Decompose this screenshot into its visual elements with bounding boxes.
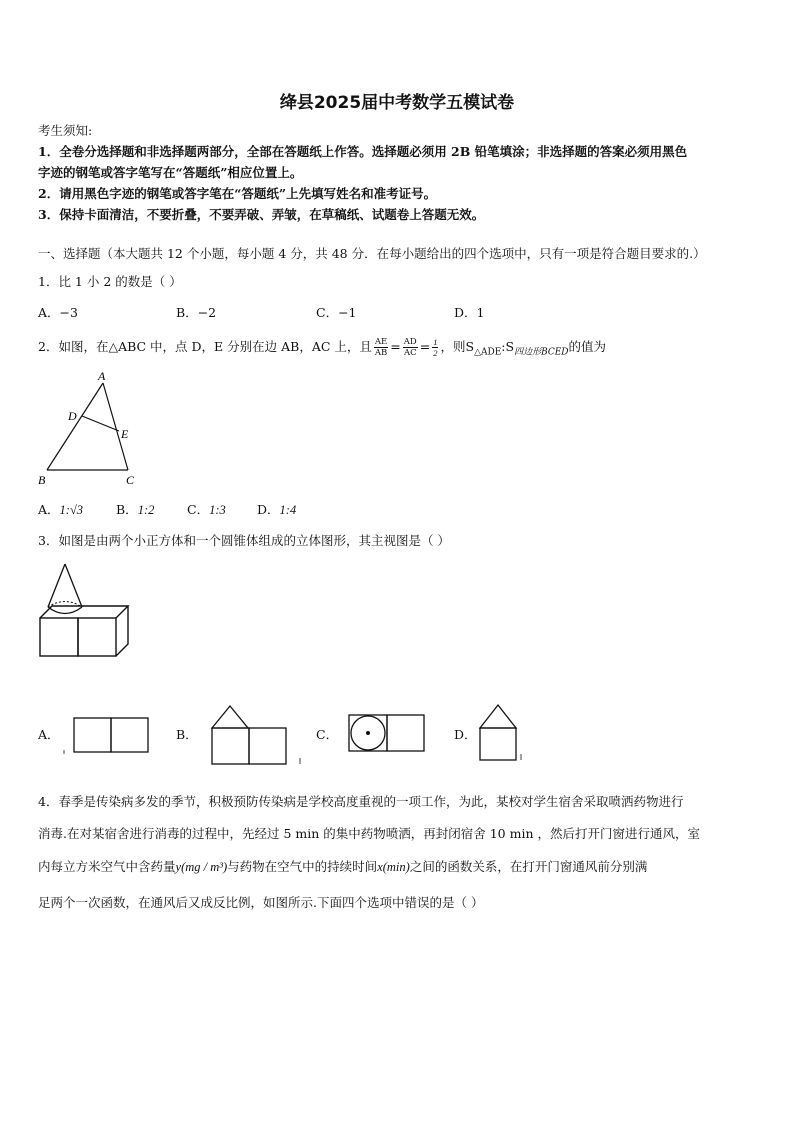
q2-sub-ade: △ADE [474, 347, 502, 358]
q4-line-3 [38, 857, 647, 875]
q1-option-d[interactable] [454, 303, 484, 321]
q2-option-a[interactable] [38, 500, 83, 518]
q1-stem: 1．比 1 小 2 的数是（ ） [38, 274, 182, 289]
q2-option-a-label: A． [38, 502, 60, 517]
q1-option-c-value: −1 [338, 305, 357, 320]
q3-option-d-figure[interactable] [474, 700, 526, 766]
q1-option-b[interactable] [176, 303, 216, 321]
q1-option-d-value: 1 [476, 305, 485, 320]
q2-option-d[interactable] [257, 500, 296, 518]
q2-option-c-value: 1:3 [209, 503, 226, 517]
q2-triangle-figure [34, 368, 144, 490]
notice-item-2: 2．请用黑色字迹的钢笔或答字笔在“答题纸”上先填写姓名和准考证号。 [38, 186, 437, 201]
q4-line-2: 消毒.在对某宿舍进行消毒的过程中，先经过 5 min 的集中药物喷洒，再封闭宿舍 10 min ，然后打开门窗进行通风，室 [38, 826, 700, 841]
q2-frac2-num: AD [403, 337, 417, 347]
q3-stem: 3．如图是由两个小正方体和一个圆锥体组成的立体图形，其主视图是（ ） [38, 533, 450, 548]
notice-item-1-cont: 字迹的钢笔或答字笔写在“答题纸”相应位置上。 [38, 165, 303, 180]
q4-line-4: 足两个一次函数，在通风后又成反比例，如图所示.下面四个选项中错误的是（ ） [38, 895, 484, 910]
notice-item-3: 3．保持卡面清洁，不要折叠，不要弄破、弄皱，在草稿纸、试题卷上答题无效。 [38, 207, 485, 222]
q4-line-3-c: 之间的函数关系，在打开门窗通风前分别满 [409, 859, 648, 874]
q2-stem [38, 337, 606, 358]
q4-line-3-b: 与药物在空气中的持续时间 [227, 859, 378, 874]
q2-fraction-ae-ab [374, 337, 388, 358]
q2-stem-then: ，则S [440, 339, 475, 354]
q3-option-b-figure[interactable] [204, 700, 308, 768]
page-title: 绛县2025届中考数学五模试卷 [279, 93, 515, 113]
q3-option-c-label[interactable]: C． [316, 727, 339, 742]
q2-sub-bced: 四边形BCED [514, 347, 569, 358]
q2-label-c: C [126, 473, 135, 487]
q2-eq2: = [419, 339, 431, 354]
q2-label-b: B [38, 473, 46, 487]
q2-frac3-den: 2 [433, 348, 438, 358]
section-heading: 一、选择题（本大题共 12 个小题，每小题 4 分，共 48 分．在每小题给出的四个选项中，只有一项是符合题目要求的.） [38, 246, 706, 261]
q2-label-d: D [68, 409, 77, 423]
q2-option-d-value: 1:4 [279, 503, 297, 517]
q3-solid-figure [36, 560, 136, 660]
q1-option-b-value: −2 [197, 305, 217, 320]
q2-option-c-label: C． [187, 502, 210, 517]
q2-label-a: A [98, 369, 106, 383]
q3-option-a-label[interactable]: A． [38, 727, 60, 742]
q2-option-d-label: D． [257, 502, 280, 517]
notice-item-1: 1．全卷分选择题和非选择题两部分，全部在答题纸上作答。选择题必须用 2B 铅笔填涂；非选择题的答案必须用黑色 [38, 144, 688, 159]
q3-option-b-label[interactable]: B． [176, 727, 198, 742]
q3-option-a-figure[interactable] [62, 714, 152, 758]
q1-option-a[interactable] [38, 303, 78, 321]
q3-option-d-label[interactable]: D． [454, 727, 477, 742]
q4-var-x: x(min) [377, 860, 410, 874]
q4-var-y: y(mg / m³) [175, 860, 228, 874]
q2-frac1-den: AB [374, 348, 388, 358]
q1-option-a-value: −3 [59, 305, 78, 320]
q1-option-c[interactable] [316, 303, 357, 321]
q2-fraction-half [432, 337, 438, 358]
q2-option-a-value: 1:√3 [59, 503, 84, 517]
q2-option-b[interactable] [116, 500, 154, 518]
q3-option-c-figure[interactable] [345, 711, 429, 755]
q2-frac1-num: AE [374, 337, 388, 347]
notice-heading: 考生须知: [38, 123, 93, 138]
q2-frac2-den: AC [403, 348, 417, 358]
q2-colon: :S [501, 339, 515, 354]
q2-label-e: E [121, 427, 129, 441]
q2-option-c[interactable] [187, 500, 226, 518]
q1-option-d-label: D． [454, 305, 477, 320]
q1-option-c-label: C． [316, 305, 339, 320]
q2-frac3-num: 1 [433, 337, 438, 347]
q2-stem-text: 2．如图，在△ABC 中，点 D，E 分别在边 AB，AC 上，且 [38, 339, 372, 354]
q1-option-b-label: B． [176, 305, 198, 320]
q4-line-1: 4．春季是传染病多发的季节，积极预防传染病是学校高度重视的一项工作，为此，某校对学生宿舍采取喷洒药物进行 [38, 794, 684, 809]
q2-option-b-value: 1:2 [137, 503, 155, 517]
q1-option-a-label: A． [38, 305, 60, 320]
q2-eq1: = [390, 339, 401, 354]
q4-line-3-a: 内每立方米空气中含药量 [38, 859, 176, 874]
q2-stem-end: 的值为 [568, 339, 607, 354]
q2-option-b-label: B． [116, 502, 138, 517]
q2-fraction-ad-ac [403, 337, 418, 358]
